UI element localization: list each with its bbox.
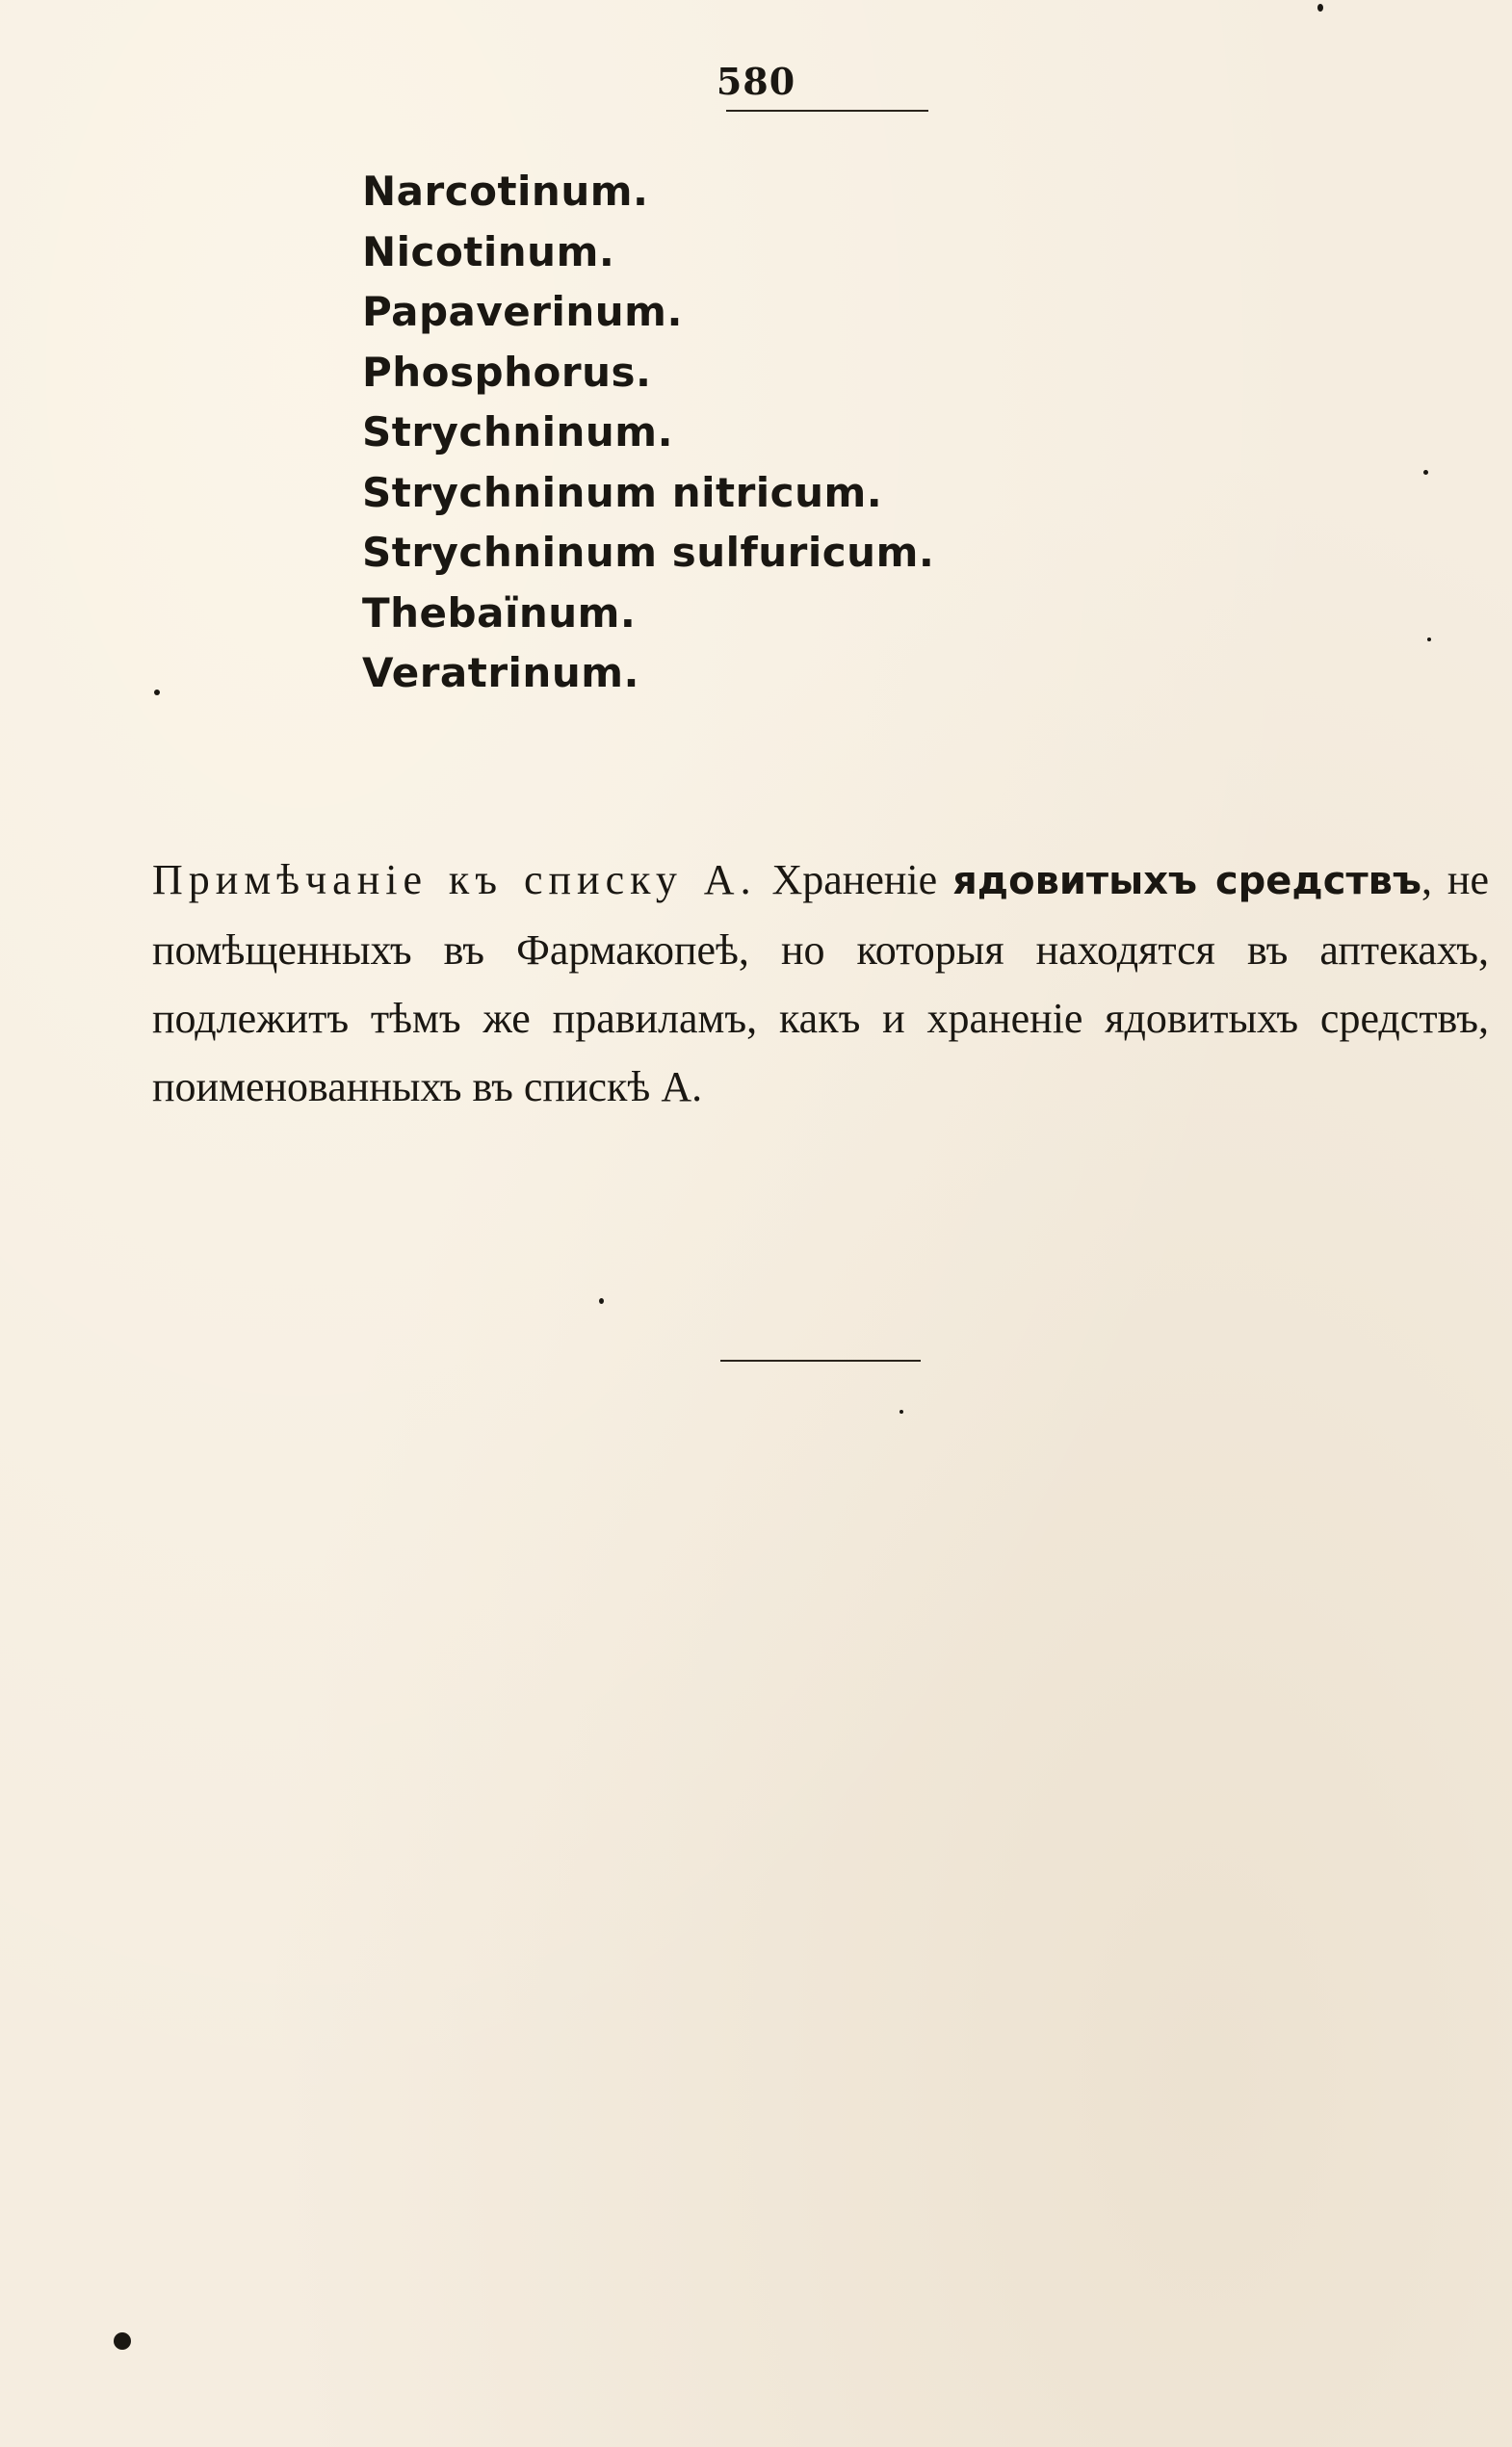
drug-list-item: Narcotinum.: [362, 168, 649, 215]
header-rule: [726, 110, 928, 112]
ink-speck: [599, 1298, 604, 1304]
note-lead: Примѣчаніе къ списку А.: [152, 856, 757, 903]
note-paragraph: [152, 846, 1489, 1121]
note-text-1: Храненіе: [756, 856, 953, 903]
ink-speck: [1427, 638, 1431, 641]
ink-speck: [899, 1410, 903, 1414]
end-rule: [720, 1360, 921, 1362]
drug-list-item: Strychninum.: [362, 408, 674, 456]
drug-list-item: Phosphorus.: [362, 348, 652, 396]
note-text-2: , не помѣщенныхъ въ Фармакопеѣ, но которыя находятся въ аптекахъ, подлежитъ тѣмъ же правиламъ, какъ и храненіе ядовитыхъ средствъ, поименованныхъ въ спискѣ А.: [152, 856, 1490, 1110]
note-bold-term: ядовитыхъ средствъ: [952, 859, 1422, 903]
drug-list-item: Nicotinum.: [362, 227, 615, 275]
drug-list-item: Veratrinum.: [362, 649, 639, 696]
ink-speck: [114, 2332, 131, 2350]
ink-speck: [154, 690, 160, 695]
page-number: 580: [716, 60, 796, 103]
drug-list-item: Thebaïnum.: [362, 588, 637, 637]
drug-list-item: Strychninum nitricum.: [362, 468, 883, 516]
ink-speck: [1317, 4, 1323, 12]
drug-list-item: Strychninum sulfuricum.: [362, 529, 935, 576]
drug-list-item: Papaverinum.: [362, 288, 683, 335]
ink-speck: [1423, 470, 1428, 475]
drug-list: [362, 162, 934, 704]
